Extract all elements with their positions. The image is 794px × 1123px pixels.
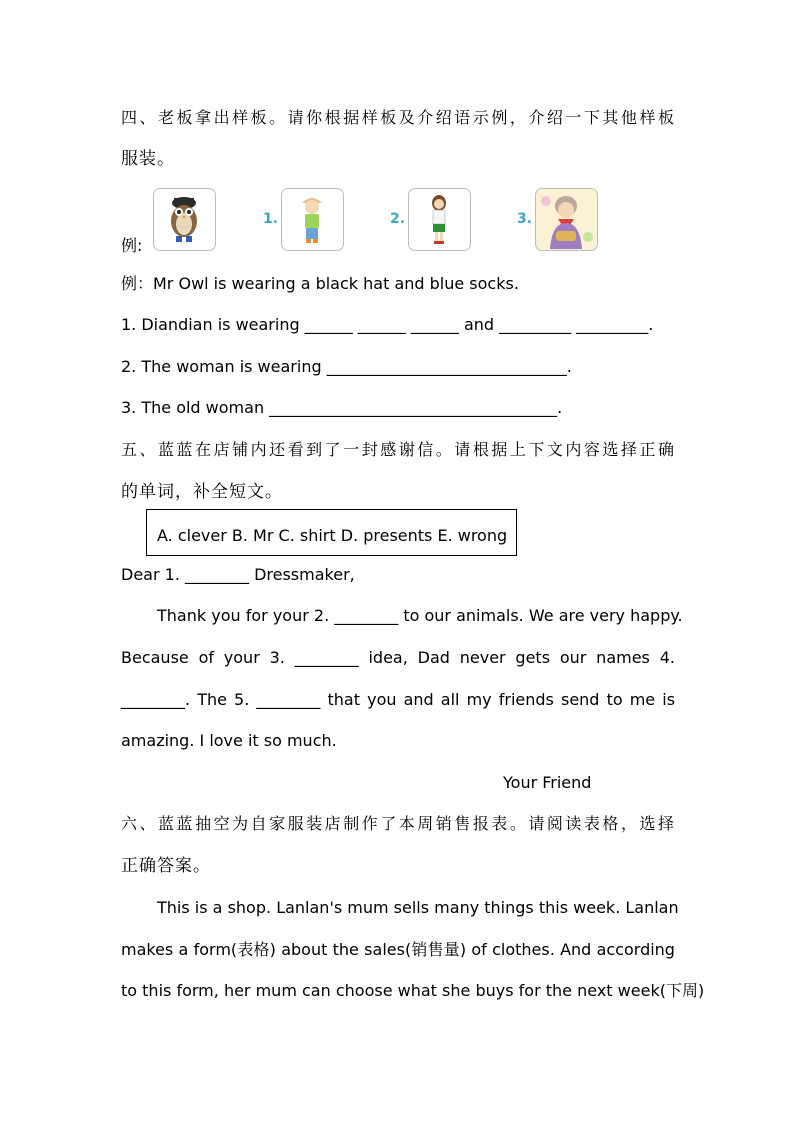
- letter-paragraph-line3: [121, 690, 675, 710]
- letter-signature: Your Friend: [503, 773, 592, 792]
- word: according: [596, 940, 675, 959]
- word-options: A. clever B. Mr C. shirt D. presents E. wrong: [157, 526, 508, 545]
- letter-greeting: Dear 1. ________ Dressmaker,: [121, 565, 355, 584]
- word: this: [142, 981, 172, 1000]
- word: a: [178, 940, 189, 959]
- word: are: [558, 606, 585, 625]
- diandian-picture: [281, 188, 344, 251]
- word: Thank: [157, 606, 207, 625]
- word: and: [403, 690, 434, 709]
- word: send: [560, 690, 600, 709]
- picture-number-2: 2.: [390, 211, 406, 227]
- word: this: [538, 898, 569, 917]
- word: all: [440, 690, 460, 709]
- word: is: [662, 690, 676, 709]
- word: the: [545, 981, 573, 1000]
- word: very: [589, 606, 626, 625]
- word: choose: [335, 981, 393, 1000]
- word: of: [198, 648, 214, 667]
- word: makes: [121, 940, 174, 959]
- word: ________.: [121, 690, 191, 709]
- question-2: 2. The woman is wearing ______________________________.: [121, 357, 572, 376]
- word: Dad: [417, 648, 450, 667]
- example-sentence: 例：Mr Owl is wearing a black hat and blue socks.: [121, 274, 519, 293]
- word: sells: [393, 898, 430, 917]
- word: our: [424, 606, 452, 625]
- word: clothes.: [492, 940, 555, 959]
- word: buys: [475, 981, 514, 1000]
- reading-paragraph-line2: [121, 940, 675, 960]
- word: of: [471, 940, 487, 959]
- word: my: [466, 690, 492, 709]
- letter-paragraph-line1: [157, 606, 683, 626]
- word: next: [577, 981, 613, 1000]
- word: things: [484, 898, 534, 917]
- word: never: [459, 648, 506, 667]
- word: ________: [256, 690, 321, 709]
- word: sales(销售量): [364, 940, 467, 959]
- word: can: [302, 981, 331, 1000]
- section5-heading-line1: 五、蓝蓝在店铺内还看到了一封感谢信。请根据上下文内容选择正确: [121, 440, 675, 459]
- word: she: [442, 981, 471, 1000]
- word: to: [606, 690, 623, 709]
- letter-paragraph-line4: amazing. I love it so much.: [121, 731, 337, 750]
- question-1: 1. Diandian is wearing ______ ______ ______ and _________ _________.: [121, 315, 654, 334]
- word: many: [434, 898, 480, 917]
- reading-paragraph-line1: [157, 898, 679, 918]
- word: her: [223, 981, 251, 1000]
- word: our: [559, 648, 587, 667]
- word: ________: [334, 606, 399, 625]
- word: week(下周): [617, 981, 705, 1000]
- word: to: [121, 981, 138, 1000]
- word: about: [281, 940, 328, 959]
- word: week.: [573, 898, 621, 917]
- picture-number-1: 1.: [263, 211, 279, 227]
- word: Because: [121, 648, 189, 667]
- word: names: [596, 648, 650, 667]
- word: idea,: [368, 648, 408, 667]
- word: 3.: [269, 648, 285, 667]
- word: 2.: [313, 606, 330, 625]
- reading-paragraph-line3: [121, 981, 705, 1001]
- word: shop.: [227, 898, 272, 917]
- word: ________: [294, 648, 359, 667]
- owl-picture: [153, 188, 216, 251]
- word: for: [245, 606, 268, 625]
- word: your: [272, 606, 309, 625]
- word: animals.: [456, 606, 524, 625]
- word: This: [157, 898, 190, 917]
- word: is: [194, 898, 208, 917]
- word: Lanlan: [625, 898, 679, 917]
- word: a: [212, 898, 223, 917]
- word: 5.: [234, 690, 250, 709]
- word: your: [223, 648, 260, 667]
- section4-heading-line2: 服装。: [121, 149, 175, 169]
- section4-heading-line1: 四、老板拿出样板。请你根据样板及介绍语示例，介绍一下其他样板: [121, 108, 675, 127]
- section6-heading-line1: 六、蓝蓝抽空为自家服装店制作了本周销售报表。请阅读表格，选择: [121, 814, 675, 833]
- word: Lanlan's: [276, 898, 343, 917]
- section5-heading-line2: 的单词，补全短文。: [121, 482, 283, 502]
- word: the: [332, 940, 359, 959]
- word: for: [518, 981, 541, 1000]
- word: We: [528, 606, 554, 625]
- picture-number-3: 3.: [517, 211, 533, 227]
- word: that: [327, 690, 360, 709]
- word: me: [629, 690, 656, 709]
- word: friends: [498, 690, 554, 709]
- word: And: [560, 940, 592, 959]
- word: form(表格): [193, 940, 276, 959]
- word: The: [197, 690, 227, 709]
- word: gets: [515, 648, 551, 667]
- old-woman-picture: [535, 188, 598, 251]
- word-options-box: [146, 509, 517, 556]
- letter-paragraph-line2: [121, 648, 675, 668]
- word: mum: [347, 898, 389, 917]
- word: happy.: [630, 606, 683, 625]
- word: to: [403, 606, 420, 625]
- question-3: 3. The old woman ____________________________________.: [121, 398, 563, 417]
- section6-heading-line2: 正确答案。: [121, 856, 211, 876]
- word: what: [397, 981, 437, 1000]
- woman-picture: [408, 188, 471, 251]
- word: mum: [255, 981, 297, 1000]
- word: you: [367, 690, 397, 709]
- word: form,: [176, 981, 219, 1000]
- word: you: [211, 606, 241, 625]
- word: 4.: [659, 648, 675, 667]
- example-label: 例:: [121, 236, 143, 255]
